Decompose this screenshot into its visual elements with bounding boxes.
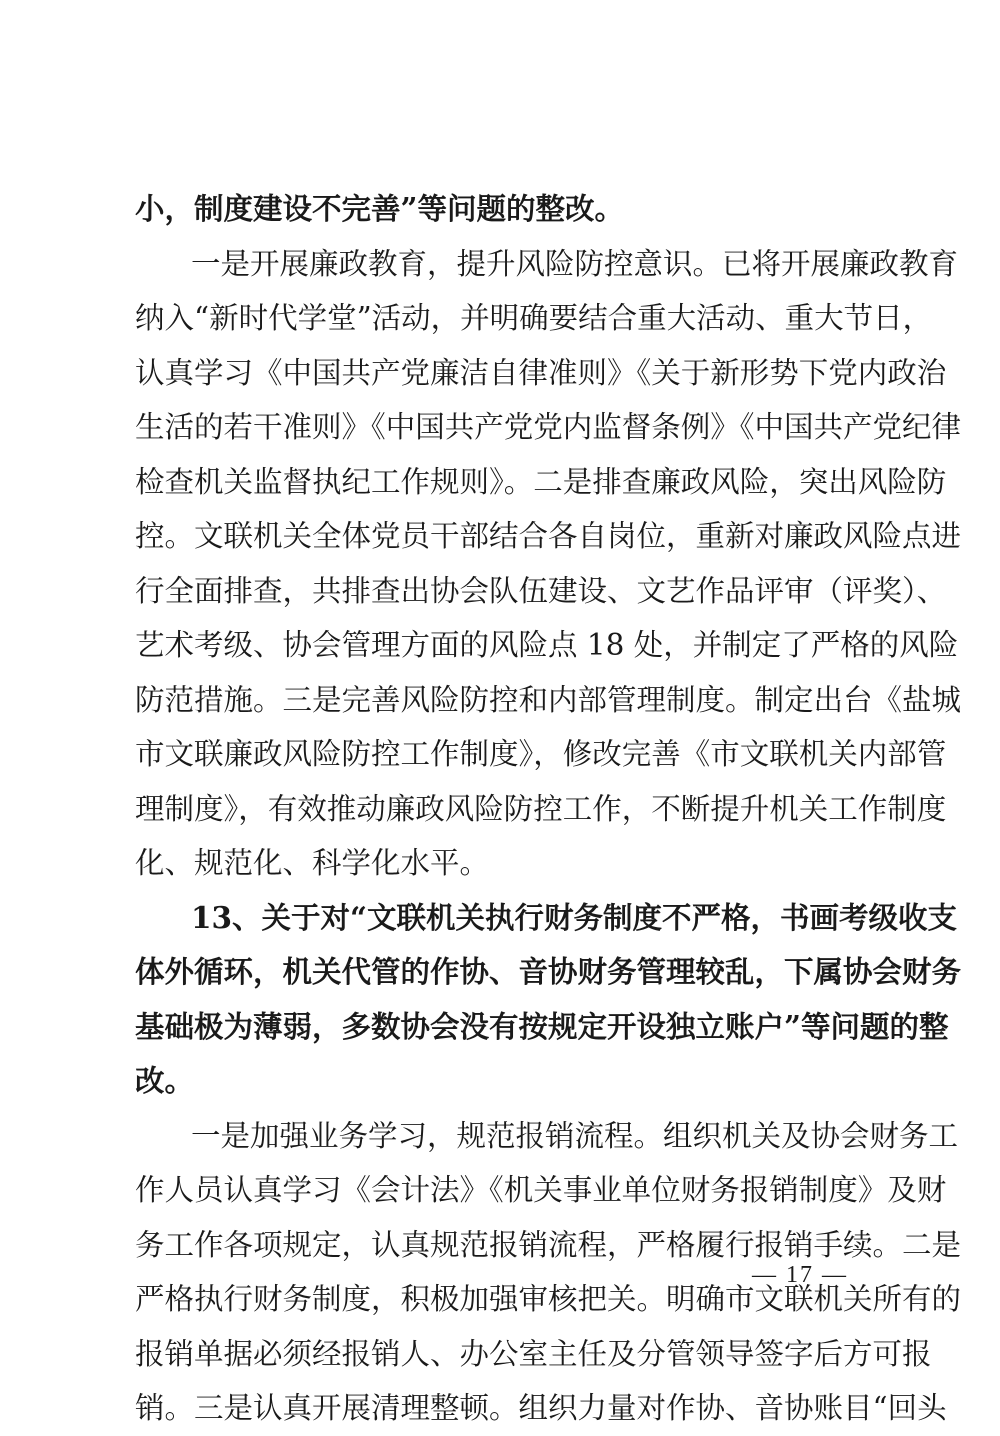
body-line: 务工作各项规定，认真规范报销流程，严格履行报销手续。二是: [135, 1227, 962, 1262]
body-line: 销。三是认真开展清理整顿。组织力量对作协、音协账目“回头: [135, 1391, 947, 1425]
body-line: 检查机关监督执纪工作规则》。二是排查廉政风险，突出风险防: [135, 464, 947, 499]
heading-line: 13、关于对“文联机关执行财务制度不严格，书画考级收支: [191, 899, 958, 935]
body-line: 控。文联机关全体党员干部结合各自岗位，重新对廉政风险点进: [135, 519, 962, 553]
body-line: 市文联廉政风险防控工作制度》，修改完善《市文联机关内部管: [135, 737, 947, 771]
document-body: [135, 182, 962, 1436]
body-line: 认真学习《中国共产党廉洁自律准则》《关于新形势下党内政治: [135, 355, 947, 390]
heading-line: 改。: [135, 1063, 195, 1098]
body-line: 艺术考级、协会管理方面的风险点 18 处，并制定了严格的风险: [135, 628, 959, 662]
heading-line: 小，制度建设不完善”等问题的整改。: [135, 191, 624, 226]
body-line: 化、规范化、科学化水平。: [135, 846, 490, 880]
body-line: 生活的若干准则》《中国共产党党内监督条例》《中国共产党纪律: [135, 410, 962, 444]
page-number: — 17 —: [752, 1262, 848, 1288]
heading-line: 基础极为薄弱，多数协会没有按规定开设独立账户”等问题的整: [135, 1008, 949, 1044]
heading-line: 体外循环，机关代管的作协、音协财务管理较乱，下属协会财务: [135, 954, 962, 989]
body-line: 一是开展廉政教育，提升风险防控意识。已将开展廉政教育: [191, 246, 959, 281]
body-line: 作人员认真学习《会计法》《机关事业单位财务报销制度》及财: [135, 1173, 947, 1207]
body-line: 理制度》，有效推动廉政风险防控工作，不断提升机关工作制度: [135, 791, 947, 826]
body-line: 报销单据必须经报销人、办公室主任及分管领导签字后方可报: [135, 1336, 932, 1371]
body-line: 严格执行财务制度，积极加强审核把关。明确市文联机关所有的: [135, 1282, 962, 1316]
body-line: 行全面排查，共排查出协会队伍建设、文艺作品评审（评奖）、: [135, 573, 947, 608]
body-line: 防范措施。三是完善风险防控和内部管理制度。制定出台《盐城: [135, 682, 962, 717]
body-line: 一是加强业务学习，规范报销流程。组织机关及协会财务工: [191, 1118, 959, 1153]
body-line: 纳入“新时代学堂”活动，并明确要结合重大活动、重大节日，: [135, 301, 933, 335]
